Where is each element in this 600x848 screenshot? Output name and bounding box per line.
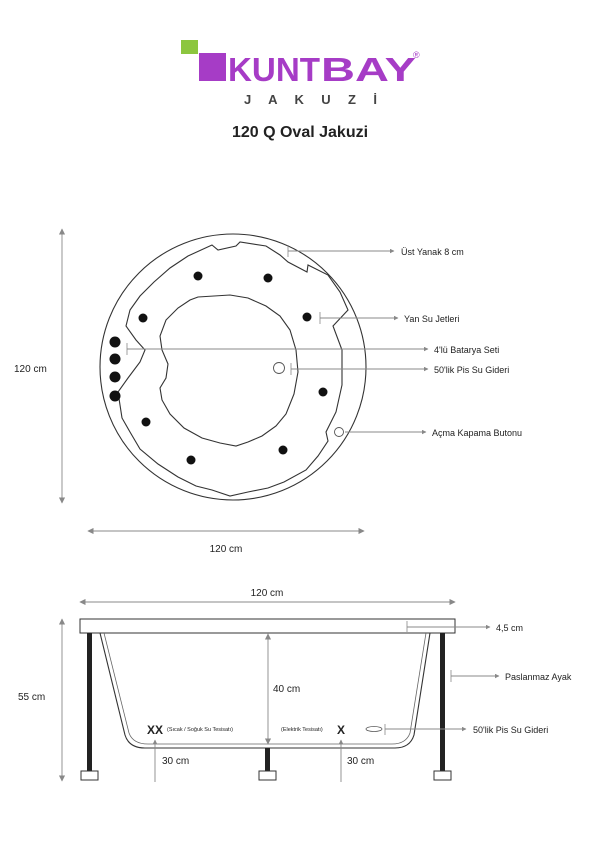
side-width-label: 120 cm	[250, 588, 284, 599]
page-title: 120 Q Oval Jakuzi	[231, 124, 369, 141]
legs-callout-label: Paslanmaz Ayak	[505, 672, 572, 682]
side-height-label: 55 cm	[18, 692, 46, 703]
drain-icon	[274, 363, 285, 374]
tub-rim-slab	[80, 619, 455, 633]
jet	[139, 314, 148, 323]
leg	[265, 748, 270, 773]
brand-subtitle: J A K U Z İ	[244, 92, 377, 107]
legs	[81, 633, 451, 780]
jet	[264, 274, 273, 283]
switch-icon	[335, 428, 344, 437]
brand-name-part2: BAY	[321, 51, 416, 88]
faucet-knob	[110, 391, 121, 402]
water-supply-label: (Sıcak / Soğuk Su Tesisatı)	[167, 727, 233, 733]
jet	[279, 446, 288, 455]
brand-name-part1: KUNT	[228, 51, 320, 88]
faucet-knob	[110, 337, 121, 348]
leg-foot	[434, 771, 451, 780]
jet	[142, 418, 151, 427]
drain-callout-label: 50'lik Pis Su Gideri	[434, 365, 510, 375]
drain-ellipse	[366, 727, 382, 732]
right-offset-label: 30 cm	[347, 756, 375, 767]
leg	[87, 633, 92, 773]
logo-green-square	[181, 40, 198, 54]
top-width-label: 120 cm	[209, 544, 243, 555]
left-offset-label: 30 cm	[162, 756, 190, 767]
leg-foot	[81, 771, 98, 780]
registered-mark: ®	[413, 50, 420, 60]
rim-dimension-label: 4,5 cm	[496, 623, 524, 633]
leg	[440, 633, 445, 773]
side-view	[18, 588, 572, 782]
top-height-label: 120 cm	[14, 364, 47, 375]
jet	[303, 313, 312, 322]
top-view	[14, 229, 522, 555]
depth-label: 40 cm	[273, 684, 301, 695]
leg-foot	[259, 771, 276, 780]
switch-callout-label: Açma Kapama Butonu	[432, 428, 523, 438]
faucet-knob	[110, 372, 121, 383]
water-supply-mark: XX	[147, 723, 164, 737]
faucet-callout-label: 4'lü Batarya Seti	[434, 345, 500, 355]
jets-callout-label: Yan Su Jetleri	[404, 314, 460, 324]
jet	[194, 272, 203, 281]
faucet-knob	[110, 354, 121, 365]
side-drain-callout-label: 50'lik Pis Su Gideri	[473, 725, 549, 735]
rim-callout-label: Üst Yanak 8 cm	[401, 247, 464, 257]
logo-purple-block	[199, 53, 226, 81]
brand-logo	[181, 40, 420, 107]
electric-mark: X	[337, 723, 346, 737]
side-jets	[139, 272, 328, 465]
jet	[319, 388, 328, 397]
jet	[187, 456, 196, 465]
electric-label: (Elektrik Tesisatı)	[281, 727, 323, 733]
